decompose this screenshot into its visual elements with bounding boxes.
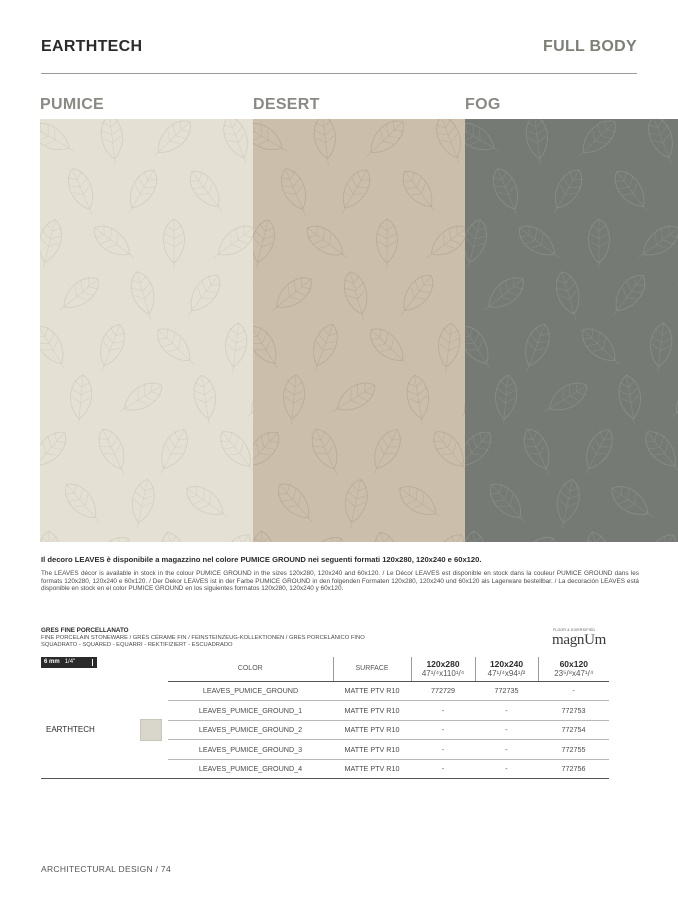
page-footer: ARCHITECTURAL DESIGN / 74 [41,864,171,874]
row-surface: MATTE PTV R10 [333,740,411,760]
thickness-marker-icon [92,659,94,666]
series-swatch [140,719,162,741]
row-code-1: - [411,759,475,779]
series-name: EARTHTECH [41,681,133,779]
row-surface: MATTE PTV R10 [333,759,411,779]
category-title: FULL BODY [543,38,637,55]
color-name-fog: FOG [465,96,501,113]
description-multilingual: The LEAVES décor is available in stock in the colour PUMICE GROUND in the sizes 120x280, 120x240 and 60x120. / Le Décor LEAVES est disponible en stock dans la couleur PUMICE GROUND dans les formats 120x280, 120x240 e 60x120. / Der Dekor LEAVES ist in der Farbe PUMICE GROUND in den folgenden Formaten 120x280, 120x240 und 60x120 als Lagerware bestellbar. / La decoración LEAVES está disponible en stock en el color PUMICE GROUND en los siguientes formatos 120x280, 120x240 y 60x120. [41,570,639,593]
row-surface: MATTE PTV R10 [333,720,411,740]
row-code-1: 772729 [411,681,475,701]
row-code-3: - [538,681,609,701]
thickness-inch: 1/4" [64,659,76,665]
format-2-inches: 47¹/⁴x94¹/² [487,668,526,678]
header-surface: SURFACE [333,657,411,681]
spec-line-2: SQUADRATO - SQUARED - EQUARRI - REKTIFIZIERT - ESCUADRADO [41,642,233,648]
spec-title: GRES FINE PORCELLANATO [41,627,129,634]
row-code-2: - [475,720,538,740]
row-surface: MATTE PTV R10 [333,681,411,701]
description-lead: Il decoro LEAVES è disponibile a magazzino nel colore PUMICE GROUND nei seguenti formati 120x280, 120x240 e 60x120. [41,555,482,564]
row-code-2: - [475,701,538,721]
brand-title: EARTHTECH [41,38,143,55]
color-name-pumice: PUMICE [40,96,105,113]
logo-tagline: FLOOR & DIVERSIFIED [553,628,596,632]
row-code-2: - [475,740,538,760]
spec-block [41,627,481,649]
logo-wordmark: magnUm [552,632,607,648]
row-code-1: - [411,701,475,721]
series-swatch-cell [133,681,168,779]
row-code-2: 772735 [475,681,538,701]
leaf-pattern [465,119,678,542]
header-divider [41,73,637,74]
swatch-pumice [40,119,253,542]
format-3-inches: 23⁵/⁸x47¹/⁴ [554,668,594,678]
format-2-size: 120x240 [489,658,524,669]
row-color: LEAVES_PUMICE_GROUND_4 [168,759,333,779]
row-color: LEAVES_PUMICE_GROUND_1 [168,701,333,721]
swatch-fog [465,119,678,542]
product-code-table [41,657,609,779]
row-code-3: 772755 [538,740,609,760]
row-code-3: 772754 [538,720,609,740]
color-name-desert: DESERT [253,96,320,113]
header-color: COLOR [168,657,333,681]
row-color: LEAVES_PUMICE_GROUND_3 [168,740,333,760]
row-color: LEAVES_PUMICE_GROUND [168,681,333,701]
row-surface: MATTE PTV R10 [333,701,411,721]
thickness-mm: 6 mm [44,659,60,665]
format-1-inches: 47¹/⁴x110¹/⁴ [421,668,465,678]
header-format-3 [538,657,609,681]
row-color: LEAVES_PUMICE_GROUND_2 [168,720,333,740]
header-format-1 [411,657,475,681]
swatch-desert [253,119,465,542]
spec-line-1: FINE PORCELAIN STONEWARE / GRÈS CÉRAME FIN / FEINSTEINZEUG-KOLLEKTIONEN / GRES PORCELÁNICO FINO [41,635,365,641]
magnum-logo [552,628,610,650]
row-code-1: - [411,740,475,760]
row-code-3: 772756 [538,759,609,779]
header-format-2 [475,657,538,681]
table-row [41,681,609,701]
thickness-badge [41,657,97,668]
color-names [40,96,678,116]
format-3-size: 60x120 [559,658,588,669]
swatch-strip [40,119,678,542]
leaf-pattern [40,119,253,542]
leaf-pattern [253,119,465,542]
page-header [41,38,637,60]
row-code-1: - [411,720,475,740]
row-code-3: 772753 [538,701,609,721]
row-code-2: - [475,759,538,779]
format-1-size: 120x280 [426,658,460,669]
